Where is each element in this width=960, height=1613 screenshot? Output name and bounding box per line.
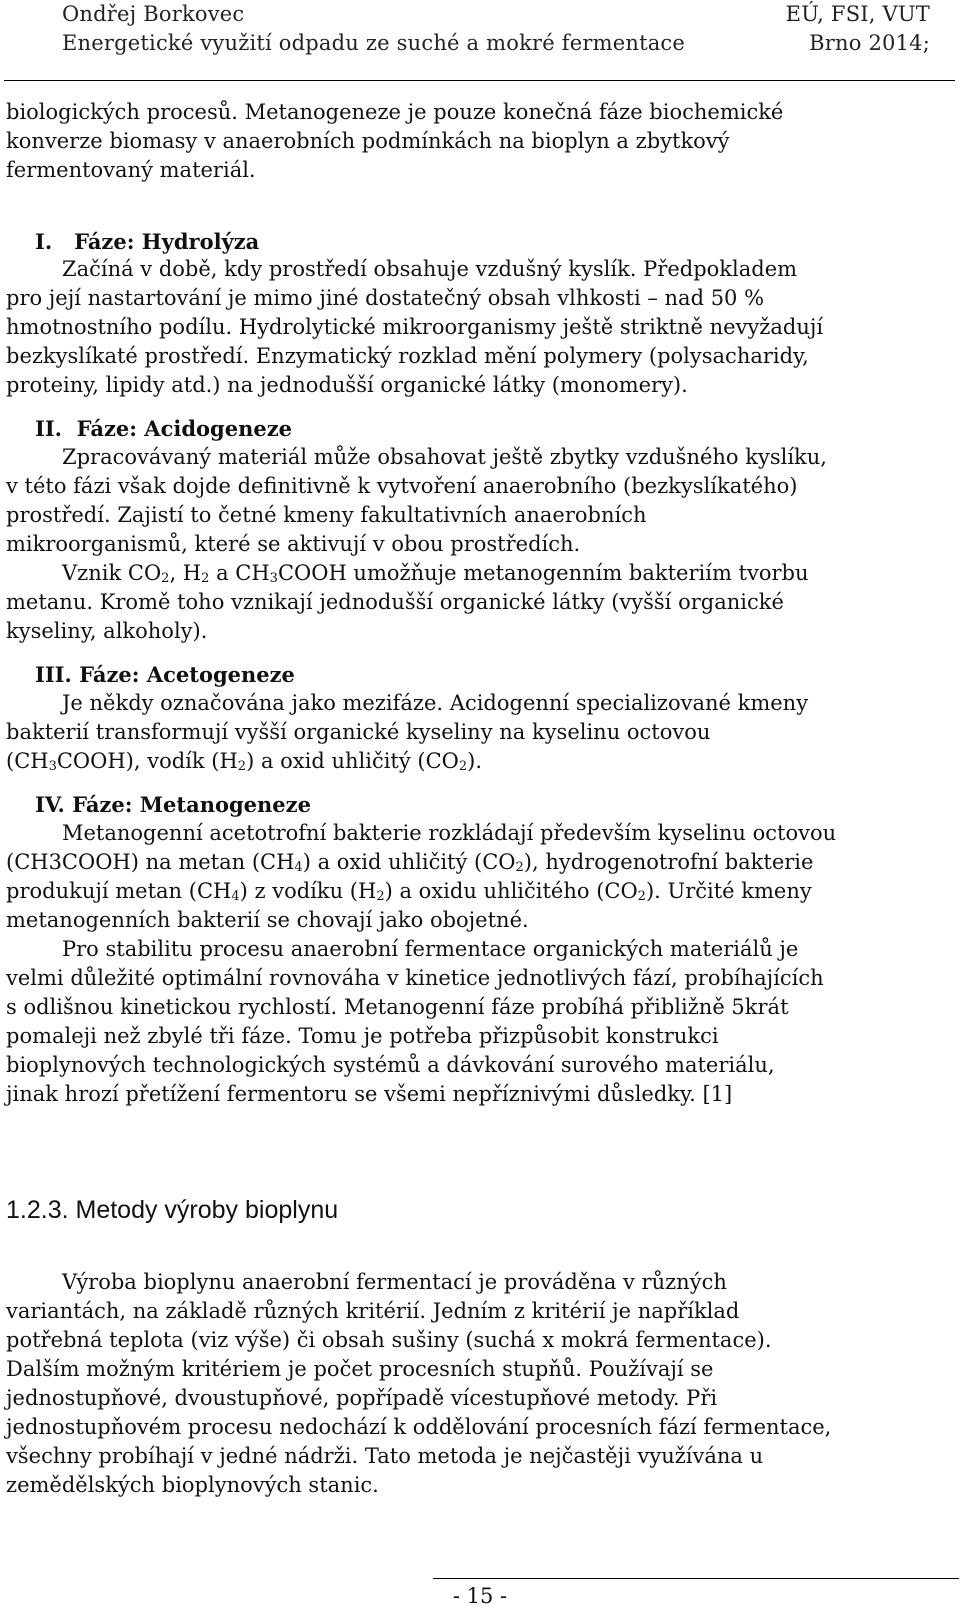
paragraph-line: pro její nastartování je mimo jiné dostatečný obsah vlhkosti – nad 50 % bbox=[6, 286, 765, 310]
phase-heading: IV. Fáze: Metanogeneze bbox=[35, 792, 311, 817]
paragraph-line: Metanogenní acetotrofní bakterie rozkládají především kyselinu octovou bbox=[62, 821, 837, 845]
header-title: Energetické využití odpadu ze suché a mokré fermentace bbox=[62, 31, 686, 55]
paragraph-line: $(CH_3COOH)$, vodík $(H_2)$ a oxid uhličitý $(CO_2)$. bbox=[6, 749, 483, 774]
paragraph-line: Vznik $CO_2$, $H_2$ a $CH_3COOH$ umožňuje metanogenním bakteriím tvorbu bbox=[62, 561, 809, 586]
paragraph-line: variantách, na základě různých kritérií. Jedním z kritérií je například bbox=[6, 1299, 740, 1323]
paragraph-line: produkují metan $(CH_4)$ z vodíku $(H_2)$ a oxidu uhličitého $(CO_2)$. Určité kmeny bbox=[6, 879, 812, 904]
paragraph-line: metanogenních bakterií se chovají jako obojetné. bbox=[6, 908, 529, 932]
header-author: Ondřej Borkovec bbox=[62, 2, 245, 26]
paragraph-line: v této fázi však dojde definitivně k vytvoření anaerobního (bezkyslíkatého) bbox=[6, 474, 798, 498]
paragraph-line: Výroba bioplynu anaerobní fermentací je prováděna v různých bbox=[62, 1270, 727, 1294]
paragraph-line: s odlišnou kinetickou rychlostí. Metanogenní fáze probíhá přibližně 5krát bbox=[6, 995, 789, 1019]
phase-heading: I. Fáze: Hydrolýza bbox=[35, 229, 260, 254]
section-heading: 1.2.3. Metody výroby bioplynu bbox=[6, 1196, 339, 1224]
header-institution: EÚ, FSI, VUT bbox=[785, 2, 930, 26]
paragraph-line: všechny probíhají v jedné nádrži. Tato metoda je nejčastěji využívána u bbox=[6, 1444, 764, 1468]
page-number: - 15 - bbox=[452, 1584, 508, 1608]
paragraph-line: zemědělských bioplynových stanic. bbox=[6, 1473, 379, 1497]
paragraph-line: jinak hrozí přetížení fermentoru se všemi nepříznivými důsledky. [1] bbox=[6, 1082, 733, 1106]
paragraph-line: Pro stabilitu procesu anaerobní fermentace organických materiálů je bbox=[62, 937, 799, 961]
paragraph-line: Dalším možným kritériem je počet procesních stupňů. Používají se bbox=[6, 1357, 714, 1381]
paragraph-line: bakterií transformují vyšší organické kyseliny na kyselinu octovou bbox=[6, 720, 711, 744]
paragraph-line: proteiny, lipidy atd.) na jednodušší organické látky (monomery). bbox=[6, 373, 688, 397]
intro-line: fermentovaný materiál. bbox=[6, 158, 256, 182]
paragraph-line: kyseliny, alkoholy). bbox=[6, 619, 208, 643]
paragraph-line: Zpracovávaný materiál může obsahovat ještě zbytky vzdušného kyslíku, bbox=[62, 445, 827, 469]
paragraph-line: potřebná teplota (viz výše) či obsah sušiny (suchá x mokrá fermentace). bbox=[6, 1328, 772, 1352]
paragraph-line: mikroorganismů, které se aktivují v obou prostředích. bbox=[6, 532, 581, 556]
intro-line: konverze biomasy v anaerobních podmínkách na bioplyn a zbytkový bbox=[6, 129, 730, 153]
paragraph-line: jednostupňovém procesu nedochází k oddělování procesních fází fermentace, bbox=[6, 1415, 832, 1439]
paragraph-line: (CH3COOH) na metan $(CH_4)$ a oxid uhličitý $(CO_2)$, hydrogenotrofní bakterie bbox=[6, 850, 814, 875]
intro-line: biologických procesů. Metanogeneze je pouze konečná fáze biochemické bbox=[6, 100, 784, 124]
footer-rule bbox=[433, 1578, 959, 1579]
paragraph-line: hmotnostního podílu. Hydrolytické mikroorganismy ještě striktně nevyžadují bbox=[6, 315, 824, 339]
paragraph-line: bezkyslíkaté prostředí. Enzymatický rozklad mění polymery (polysacharidy, bbox=[6, 344, 809, 368]
phase-heading: III. Fáze: Acetogeneze bbox=[35, 662, 295, 687]
paragraph-line: metanu. Kromě toho vznikají jednodušší organické látky (vyšší organické bbox=[6, 590, 784, 614]
paragraph-line: pomaleji než zbylé tři fáze. Tomu je potřeba přizpůsobit konstrukci bbox=[6, 1024, 719, 1048]
phase-heading: II. Fáze: Acidogeneze bbox=[35, 416, 293, 441]
paragraph-line: Začíná v době, kdy prostředí obsahuje vzdušný kyslík. Předpokladem bbox=[62, 257, 798, 281]
header-place-year: Brno 2014; bbox=[809, 31, 930, 55]
paragraph-line: jednostupňové, dvoustupňové, popřípadě vícestupňové metody. Při bbox=[6, 1386, 718, 1410]
paragraph-line: prostředí. Zajistí to četné kmeny fakultativních anaerobních bbox=[6, 503, 647, 527]
paragraph-line: bioplynových technologických systémů a dávkování surového materiálu, bbox=[6, 1053, 775, 1077]
paragraph-line: Je někdy označována jako mezifáze. Acidogenní specializované kmeny bbox=[62, 691, 809, 715]
header-rule bbox=[4, 80, 955, 81]
paragraph-line: velmi důležité optimální rovnováha v kinetice jednotlivých fází, probíhajících bbox=[6, 966, 824, 990]
